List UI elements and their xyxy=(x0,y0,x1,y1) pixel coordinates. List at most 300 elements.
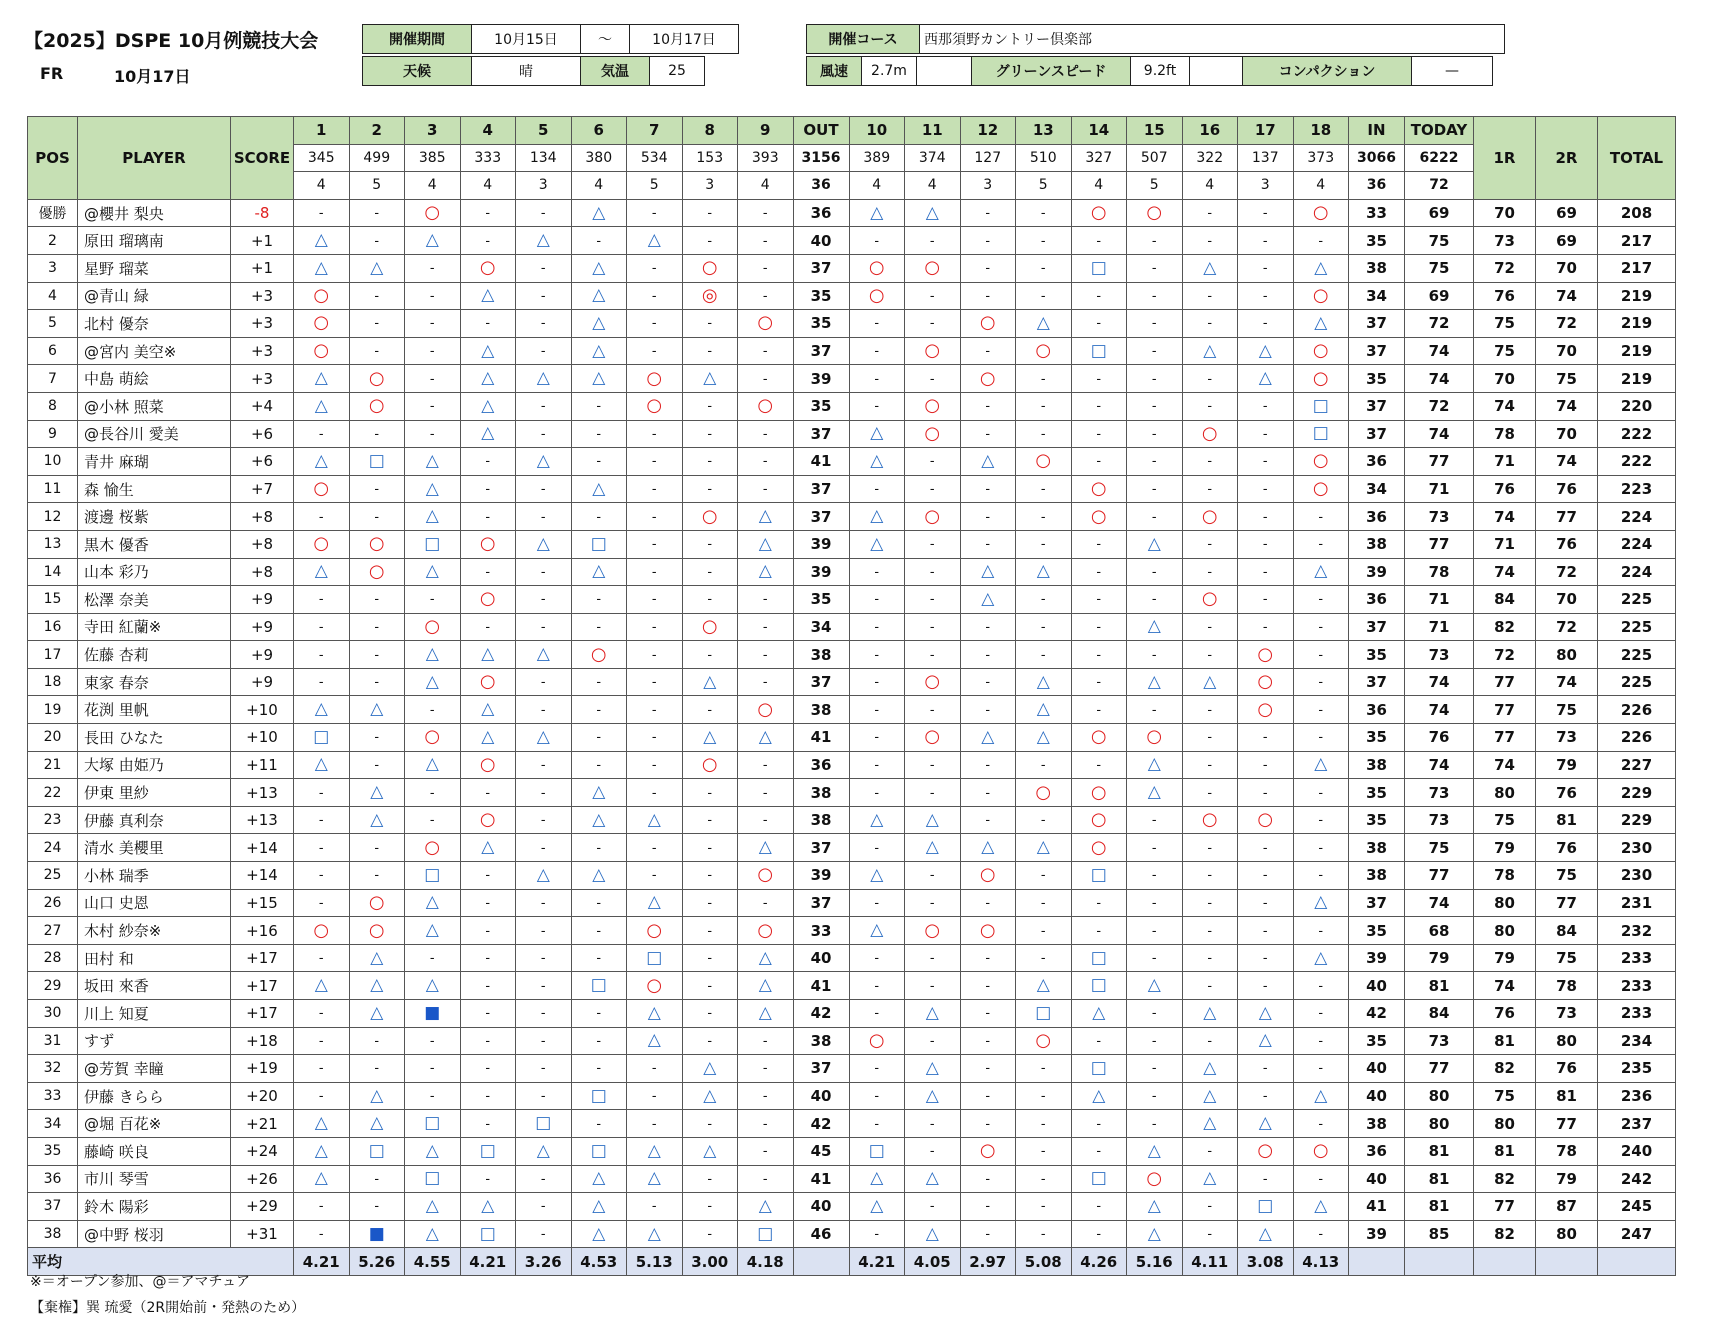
hole-score-cell xyxy=(516,724,572,752)
hole-score-cell xyxy=(571,641,627,669)
par-dash-icon: - xyxy=(1318,647,1324,663)
hole-score-cell xyxy=(294,668,350,696)
hole-average: 4.13 xyxy=(1293,1248,1349,1276)
par-dash-icon: - xyxy=(540,316,546,332)
withdrawal-note: 【棄権】巽 琉愛（2R開始前・発熱のため） xyxy=(30,1300,306,1316)
hole-score-cell xyxy=(516,448,572,476)
birdie-circle-icon: ○ xyxy=(701,753,718,775)
hole-score-cell xyxy=(1182,365,1238,393)
par-dash-icon: - xyxy=(1318,785,1324,801)
hole-score-cell xyxy=(1016,944,1072,972)
total-score-cell: 234 xyxy=(1598,1027,1676,1055)
table-row xyxy=(28,1137,1676,1165)
hole-score-cell xyxy=(1293,944,1349,972)
round2-score-cell: 75 xyxy=(1536,365,1598,393)
hole-score-cell xyxy=(516,1110,572,1138)
hole-score-cell xyxy=(1127,1193,1183,1221)
birdie-circle-icon: ○ xyxy=(1035,340,1052,362)
hole-score-cell xyxy=(960,862,1016,890)
score-cell: +18 xyxy=(231,1027,294,1055)
hole-score-cell xyxy=(1182,448,1238,476)
hole-score-cell xyxy=(349,1110,405,1138)
player-name-cell: 川上 知夏 xyxy=(78,1000,231,1028)
birdie-circle-icon: ○ xyxy=(479,753,496,775)
today-score-cell: 69 xyxy=(1405,282,1474,310)
today-score-cell: 81 xyxy=(1405,1137,1474,1165)
round1-score-cell: 81 xyxy=(1474,1027,1536,1055)
total-score-cell: 233 xyxy=(1598,972,1676,1000)
hole-score-cell xyxy=(1238,475,1294,503)
hole-score-cell xyxy=(1071,862,1127,890)
hole-score-cell xyxy=(1016,227,1072,255)
out-score-cell: 40 xyxy=(793,227,849,255)
round1-score-cell: 72 xyxy=(1474,641,1536,669)
hole-score-cell xyxy=(960,917,1016,945)
birdie-circle-icon: ○ xyxy=(924,671,941,693)
total-score-cell: 220 xyxy=(1598,392,1676,420)
par-dash-icon: - xyxy=(1151,1006,1157,1022)
par-dash-icon: - xyxy=(929,895,935,911)
par-dash-icon: - xyxy=(985,288,991,304)
hole-score-cell xyxy=(738,1193,794,1221)
today-score-cell: 75 xyxy=(1405,227,1474,255)
bogey-triangle-icon: △ xyxy=(870,920,884,941)
hole-par: 3 xyxy=(682,172,738,200)
player-name-cell: 伊藤 きらら xyxy=(78,1082,231,1110)
hole-score-cell xyxy=(516,503,572,531)
par-dash-icon: - xyxy=(540,1171,546,1187)
par-dash-icon: - xyxy=(1318,233,1324,249)
course-label: 開催コース xyxy=(807,25,920,54)
birdie-circle-icon: ○ xyxy=(924,340,941,362)
hole-score-cell xyxy=(1071,475,1127,503)
out-score-cell: 41 xyxy=(793,1165,849,1193)
par-dash-icon: - xyxy=(1207,785,1213,801)
hole-score-cell xyxy=(460,1027,516,1055)
round1-score-cell: 77 xyxy=(1474,668,1536,696)
hole-score-cell xyxy=(738,779,794,807)
out-score-cell: 40 xyxy=(793,1082,849,1110)
par-dash-icon: - xyxy=(540,785,546,801)
round1-score-cell: 74 xyxy=(1474,751,1536,779)
score-cell: +1 xyxy=(231,254,294,282)
hole-score-cell xyxy=(738,365,794,393)
in-score-cell: 36 xyxy=(1349,586,1405,614)
position-cell: 30 xyxy=(28,1000,78,1028)
today-score-cell: 78 xyxy=(1405,558,1474,586)
hole-score-cell xyxy=(1071,530,1127,558)
hole-header: 14 xyxy=(1071,117,1127,145)
hole-score-cell xyxy=(1182,834,1238,862)
hole-score-cell xyxy=(349,1193,405,1221)
hole-score-cell xyxy=(349,199,405,227)
bogey-triangle-icon: △ xyxy=(758,837,772,858)
hole-score-cell xyxy=(627,1055,683,1083)
hole-score-cell xyxy=(682,889,738,917)
par-dash-icon: - xyxy=(540,509,546,525)
hole-score-cell xyxy=(1238,1082,1294,1110)
birdie-circle-icon: ○ xyxy=(1257,643,1274,665)
hole-score-cell xyxy=(349,475,405,503)
round1-score-cell: 74 xyxy=(1474,392,1536,420)
par-dash-icon: - xyxy=(1096,288,1102,304)
hole-score-cell xyxy=(571,392,627,420)
total-score-cell: 247 xyxy=(1598,1220,1676,1248)
bogey-triangle-icon: △ xyxy=(1314,754,1328,775)
hole-score-cell xyxy=(571,1137,627,1165)
par-dash-icon: - xyxy=(874,1061,880,1077)
bogey-triangle-icon: △ xyxy=(592,561,606,582)
in-score-cell: 37 xyxy=(1349,337,1405,365)
total-score-cell: 225 xyxy=(1598,668,1676,696)
par-dash-icon: - xyxy=(1262,482,1268,498)
double-bogey-square-icon: □ xyxy=(479,1140,496,1161)
hole-distance: 134 xyxy=(516,144,572,172)
hole-score-cell xyxy=(738,475,794,503)
round2-score-cell: 78 xyxy=(1536,1137,1598,1165)
birdie-circle-icon: ○ xyxy=(924,919,941,941)
par-dash-icon: - xyxy=(1207,840,1213,856)
hole-score-cell xyxy=(1127,227,1183,255)
hole-score-cell xyxy=(738,282,794,310)
par-dash-icon: - xyxy=(1262,923,1268,939)
hole-distance: 385 xyxy=(405,144,461,172)
player-name-cell: 坂田 來香 xyxy=(78,972,231,1000)
par-dash-icon: - xyxy=(874,1006,880,1022)
bogey-triangle-icon: △ xyxy=(425,644,439,665)
par-dash-icon: - xyxy=(1262,399,1268,415)
round2-score-cell: 69 xyxy=(1536,199,1598,227)
today-score-cell: 69 xyxy=(1405,199,1474,227)
par-dash-icon: - xyxy=(429,1033,435,1049)
hole-score-cell xyxy=(405,282,461,310)
hole-score-cell xyxy=(1016,972,1072,1000)
par-dash-icon: - xyxy=(1318,509,1324,525)
hole-score-cell xyxy=(960,530,1016,558)
hole-score-cell xyxy=(516,365,572,393)
out-score-cell: 42 xyxy=(793,1000,849,1028)
results-body xyxy=(28,199,1676,1248)
hole-score-cell xyxy=(905,1027,961,1055)
hole-score-cell xyxy=(349,668,405,696)
bogey-triangle-icon: △ xyxy=(981,726,995,747)
bogey-triangle-icon: △ xyxy=(481,699,495,720)
par-dash-icon: - xyxy=(1207,233,1213,249)
hole-score-cell xyxy=(1127,779,1183,807)
hole-score-cell xyxy=(460,1193,516,1221)
par-dash-icon: - xyxy=(1040,1061,1046,1077)
table-row xyxy=(28,1165,1676,1193)
hole-score-cell xyxy=(849,1055,905,1083)
par-dash-icon: - xyxy=(429,371,435,387)
par-dash-icon: - xyxy=(374,757,380,773)
hole-score-cell xyxy=(1016,724,1072,752)
bogey-triangle-icon: △ xyxy=(758,975,772,996)
hole-score-cell xyxy=(738,337,794,365)
hole-score-cell xyxy=(682,310,738,338)
bogey-triangle-icon: △ xyxy=(425,230,439,251)
par-dash-icon: - xyxy=(318,895,324,911)
total-score-cell: 225 xyxy=(1598,586,1676,614)
hole-score-cell xyxy=(682,668,738,696)
par-dash-icon: - xyxy=(985,978,991,994)
par-dash-icon: - xyxy=(596,399,602,415)
birdie-circle-icon: ○ xyxy=(1035,1029,1052,1051)
par-dash-icon: - xyxy=(707,702,713,718)
birdie-circle-icon: ○ xyxy=(979,312,996,334)
par-dash-icon: - xyxy=(374,482,380,498)
player-name-cell: 佐藤 杏莉 xyxy=(78,641,231,669)
par-dash-icon: - xyxy=(1207,537,1213,553)
hole-score-cell xyxy=(1127,420,1183,448)
bogey-triangle-icon: △ xyxy=(425,975,439,996)
par-dash-icon: - xyxy=(485,1171,491,1187)
hole-score-cell xyxy=(849,972,905,1000)
hole-score-cell xyxy=(1016,1027,1072,1055)
bogey-triangle-icon: △ xyxy=(1036,671,1050,692)
player-name-cell: 黒木 優香 xyxy=(78,530,231,558)
bogey-triangle-icon: △ xyxy=(425,478,439,499)
hole-score-cell xyxy=(405,558,461,586)
par-dash-icon: - xyxy=(985,206,991,222)
position-cell: 35 xyxy=(28,1137,78,1165)
birdie-circle-icon: ○ xyxy=(479,588,496,610)
hole-score-cell xyxy=(905,558,961,586)
results-footer xyxy=(28,1248,1676,1276)
out-score-cell: 39 xyxy=(793,862,849,890)
par-dash-icon: - xyxy=(374,730,380,746)
par-dash-icon: - xyxy=(374,316,380,332)
par-dash-icon: - xyxy=(1262,1171,1268,1187)
par-dash-icon: - xyxy=(540,675,546,691)
hole-score-cell xyxy=(1127,917,1183,945)
par-dash-icon: - xyxy=(985,426,991,442)
par-dash-icon: - xyxy=(1262,288,1268,304)
par-dash-icon: - xyxy=(762,482,768,498)
hole-distance: 534 xyxy=(627,144,683,172)
hole-score-cell xyxy=(849,448,905,476)
par-dash-icon: - xyxy=(1151,316,1157,332)
hole-score-cell xyxy=(1293,420,1349,448)
bogey-triangle-icon: △ xyxy=(481,395,495,416)
hole-score-cell xyxy=(905,392,961,420)
hole-score-cell xyxy=(905,641,961,669)
hole-score-cell xyxy=(960,779,1016,807)
hole-score-cell xyxy=(1182,282,1238,310)
par-dash-icon: - xyxy=(1318,1116,1324,1132)
hole-score-cell xyxy=(849,503,905,531)
par-dash-icon: - xyxy=(651,537,657,553)
today-header: TODAY xyxy=(1405,117,1474,145)
hole-score-cell xyxy=(1293,779,1349,807)
hole-score-cell xyxy=(1182,806,1238,834)
par-dash-icon: - xyxy=(707,399,713,415)
table-row xyxy=(28,613,1676,641)
round1-score-cell: 82 xyxy=(1474,613,1536,641)
par-dash-icon: - xyxy=(1318,840,1324,856)
bogey-triangle-icon: △ xyxy=(1258,340,1272,361)
hole-score-cell xyxy=(516,586,572,614)
triple-bogey-filled-square-icon: ■ xyxy=(424,1002,441,1023)
birdie-circle-icon: ○ xyxy=(1090,478,1107,500)
hole-score-cell xyxy=(1293,668,1349,696)
hole-score-cell xyxy=(960,1055,1016,1083)
par-dash-icon: - xyxy=(651,592,657,608)
par-dash-icon: - xyxy=(985,482,991,498)
today-score-cell: 81 xyxy=(1405,972,1474,1000)
period-end: 10月17日 xyxy=(630,25,739,54)
hole-score-cell xyxy=(1238,503,1294,531)
hole-header: 5 xyxy=(516,117,572,145)
par-dash-icon: - xyxy=(1262,785,1268,801)
hole-score-cell xyxy=(627,944,683,972)
par-dash-icon: - xyxy=(1096,702,1102,718)
hole-score-cell xyxy=(1127,944,1183,972)
par-dash-icon: - xyxy=(762,1089,768,1105)
player-name-cell: 山本 彩乃 xyxy=(78,558,231,586)
birdie-circle-icon: ○ xyxy=(1090,781,1107,803)
hole-score-cell xyxy=(1071,558,1127,586)
hole-par: 4 xyxy=(405,172,461,200)
birdie-circle-icon: ○ xyxy=(1090,809,1107,831)
hole-score-cell xyxy=(1293,310,1349,338)
round2-score-cell: 74 xyxy=(1536,282,1598,310)
hole-score-cell xyxy=(1071,889,1127,917)
hole-average: 3.26 xyxy=(516,1248,572,1276)
hole-score-cell xyxy=(571,227,627,255)
hole-score-cell xyxy=(1182,613,1238,641)
hole-score-cell xyxy=(849,282,905,310)
in-score-cell: 35 xyxy=(1349,779,1405,807)
hole-score-cell xyxy=(571,1027,627,1055)
par-dash-icon: - xyxy=(1040,951,1046,967)
hole-score-cell xyxy=(516,199,572,227)
par-dash-icon: - xyxy=(1040,537,1046,553)
bogey-triangle-icon: △ xyxy=(981,561,995,582)
out-score-cell: 35 xyxy=(793,310,849,338)
total-score-cell: 223 xyxy=(1598,475,1676,503)
total-score-cell: 232 xyxy=(1598,917,1676,945)
hole-score-cell xyxy=(1293,806,1349,834)
score-cell: +26 xyxy=(231,1165,294,1193)
par-dash-icon: - xyxy=(540,482,546,498)
position-cell: 11 xyxy=(28,475,78,503)
par-dash-icon: - xyxy=(318,619,324,635)
round2-score-cell: 74 xyxy=(1536,448,1598,476)
total-score-cell: 235 xyxy=(1598,1055,1676,1083)
position-cell: 17 xyxy=(28,641,78,669)
hole-score-cell xyxy=(349,1027,405,1055)
table-row xyxy=(28,668,1676,696)
position-cell: 8 xyxy=(28,392,78,420)
player-header: PLAYER xyxy=(78,117,231,200)
par-dash-icon: - xyxy=(1207,647,1213,663)
hole-header: 3 xyxy=(405,117,461,145)
hole-score-cell xyxy=(516,1220,572,1248)
conditions-right xyxy=(806,24,1505,54)
position-cell: 13 xyxy=(28,530,78,558)
par-dash-icon: - xyxy=(651,840,657,856)
hole-score-cell xyxy=(627,751,683,779)
score-cell: +11 xyxy=(231,751,294,779)
bogey-triangle-icon: △ xyxy=(870,1195,884,1216)
hole-score-cell xyxy=(516,1193,572,1221)
hole-score-cell xyxy=(1127,1027,1183,1055)
par-dash-icon: - xyxy=(485,1006,491,1022)
round2-score-cell: 72 xyxy=(1536,558,1598,586)
position-cell: 34 xyxy=(28,1110,78,1138)
double-bogey-square-icon: □ xyxy=(1312,395,1329,416)
hole-score-cell xyxy=(1016,448,1072,476)
bogey-triangle-icon: △ xyxy=(1314,947,1328,968)
hole-score-cell xyxy=(849,1137,905,1165)
hole-score-cell xyxy=(1182,1055,1238,1083)
par-dash-icon: - xyxy=(1151,564,1157,580)
par-dash-icon: - xyxy=(540,1199,546,1215)
par-dash-icon: - xyxy=(374,509,380,525)
bogey-triangle-icon: △ xyxy=(925,809,939,830)
hole-distance: 374 xyxy=(905,144,961,172)
hole-score-cell xyxy=(849,1027,905,1055)
today-score-cell: 74 xyxy=(1405,889,1474,917)
par-dash-icon: - xyxy=(1096,233,1102,249)
par-dash-icon: - xyxy=(985,785,991,801)
hole-average: 4.21 xyxy=(460,1248,516,1276)
hole-score-cell xyxy=(1127,834,1183,862)
bogey-triangle-icon: △ xyxy=(925,202,939,223)
par-dash-icon: - xyxy=(374,426,380,442)
par-dash-icon: - xyxy=(874,840,880,856)
hole-score-cell xyxy=(738,310,794,338)
hole-average: 5.08 xyxy=(1016,1248,1072,1276)
par-dash-icon: - xyxy=(1318,923,1324,939)
bogey-triangle-icon: △ xyxy=(870,533,884,554)
bogey-triangle-icon: △ xyxy=(1258,1030,1272,1051)
par-dash-icon: - xyxy=(1318,537,1324,553)
double-bogey-square-icon: □ xyxy=(424,864,441,885)
hole-score-cell xyxy=(294,420,350,448)
bogey-triangle-icon: △ xyxy=(1203,1113,1217,1134)
hole-score-cell xyxy=(905,420,961,448)
in-score-cell: 39 xyxy=(1349,558,1405,586)
in-score-cell: 39 xyxy=(1349,944,1405,972)
par-dash-icon: - xyxy=(874,951,880,967)
out-distance: 3156 xyxy=(793,144,849,172)
hole-score-cell xyxy=(738,1165,794,1193)
score-cell: +19 xyxy=(231,1055,294,1083)
par-dash-icon: - xyxy=(1207,564,1213,580)
out-score-cell: 39 xyxy=(793,530,849,558)
position-cell: 26 xyxy=(28,889,78,917)
round1-score-cell: 79 xyxy=(1474,834,1536,862)
player-name-cell: 田村 和 xyxy=(78,944,231,972)
hole-par: 4 xyxy=(460,172,516,200)
birdie-circle-icon: ○ xyxy=(368,919,385,941)
hole-score-cell xyxy=(571,199,627,227)
par-dash-icon: - xyxy=(596,923,602,939)
bogey-triangle-icon: △ xyxy=(647,1002,661,1023)
hole-score-cell xyxy=(960,724,1016,752)
par-dash-icon: - xyxy=(874,399,880,415)
hole-score-cell xyxy=(460,530,516,558)
hole-score-cell xyxy=(294,613,350,641)
position-cell: 12 xyxy=(28,503,78,531)
hole-score-cell xyxy=(682,337,738,365)
total-score-cell: 227 xyxy=(1598,751,1676,779)
round2-score-cell: 70 xyxy=(1536,337,1598,365)
par-dash-icon: - xyxy=(929,371,935,387)
hole-score-cell xyxy=(460,1220,516,1248)
